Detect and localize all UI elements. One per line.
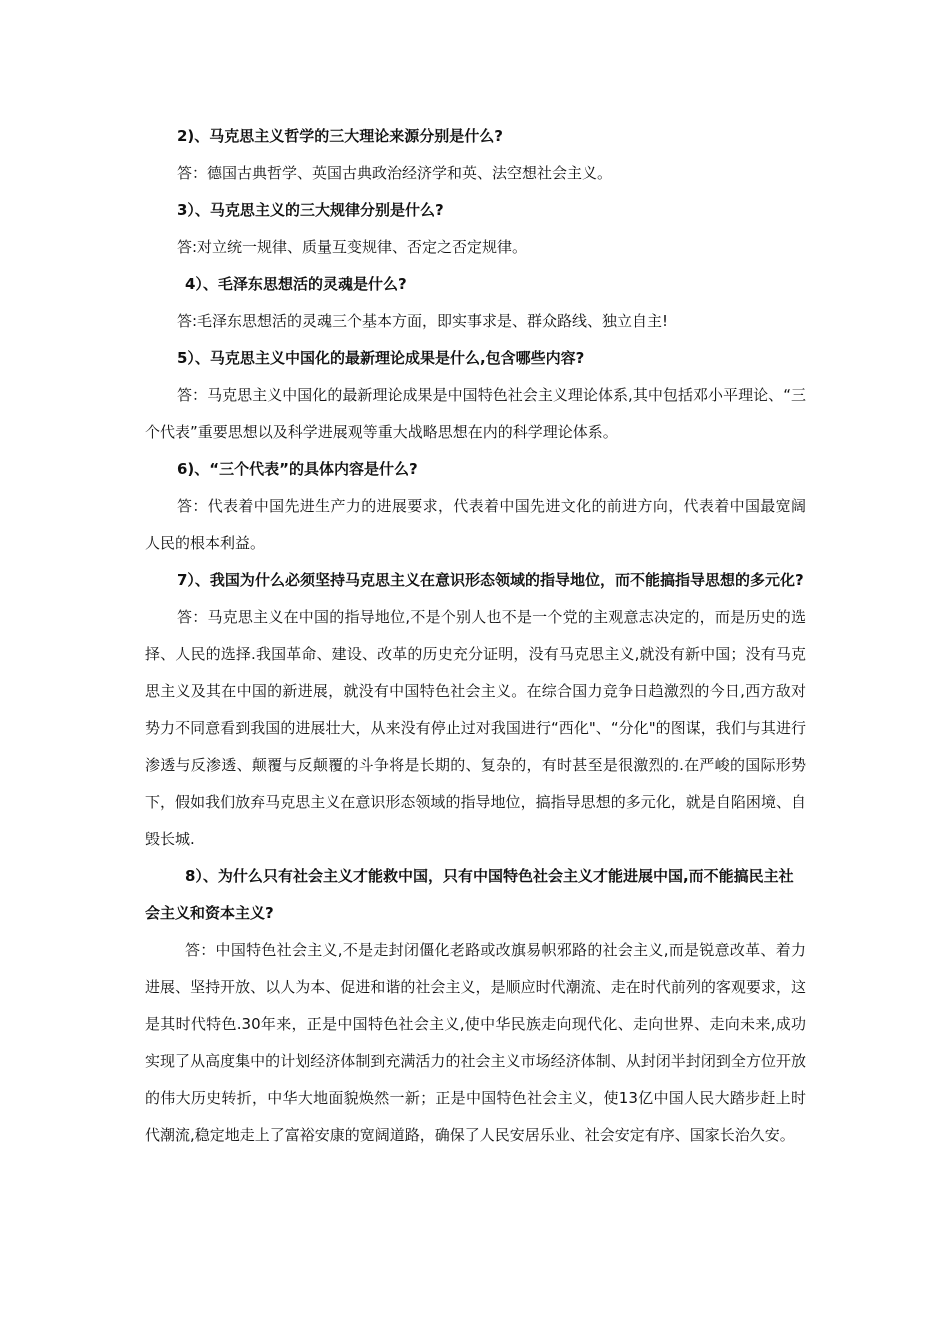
answer-3: 答:对立统一规律、质量互变规律、否定之否定规律。 bbox=[177, 238, 528, 256]
answer-8: 答：中国特色社会主义,不是走封闭僵化老路或改旗易帜邪路的社会主义,而是锐意改革、着力进展、坚持开放、以人为本、促进和谐的社会主义，是顺应时代潮流、走在时代前列的客观要求，这是其时代特色.30年来，正是中国特色社会主义,使中华民族走向现代化、走向世界、走向未来,成功实现了从高度集中的计划经济体制到充满活力的社会主义市场经济体制、从封闭半封闭到全方位开放的伟大历史转折，中华大地面貌焕然一新；正是中国特色社会主义，使13亿中国人民大踏步赶上时代潮流,稳定地走上了富裕安康的宽阔道路，确保了人民安居乐业、社会安定有序、国家长治久安。 bbox=[145, 941, 806, 1144]
document-page bbox=[145, 118, 806, 1154]
answer-2: 答：德国古典哲学、英国古典政治经济学和英、法空想社会主义。 bbox=[177, 164, 613, 182]
question-4: 4）、毛泽东思想活的灵魂是什么? bbox=[185, 275, 407, 293]
question-6: 6)、“三个代表”的具体内容是什么? bbox=[177, 460, 418, 478]
question-2: 2)、马克思主义哲学的三大理论来源分别是什么? bbox=[177, 127, 503, 145]
answer-6: 答：代表着中国先进生产力的进展要求，代表着中国先进文化的前进方向，代表着中国最宽阔人民的根本利益。 bbox=[145, 497, 806, 552]
answer-7: 答：马克思主义在中国的指导地位,不是个别人也不是一个党的主观意志决定的，而是历史的选择、人民的选择.我国革命、建设、改革的历史充分证明，没有马克思主义,就没有新中国；没有马克思主义及其在中国的新进展，就没有中国特色社会主义。在综合国力竞争日趋激烈的今日,西方敌对势力不同意看到我国的进展壮大，从来没有停止过对我国进行“西化"、“分化"的图谋，我们与其进行渗透与反渗透、颠覆与反颠覆的斗争将是长期的、复杂的，有时甚至是很激烈的.在严峻的国际形势下，假如我们放弃马克思主义在意识形态领域的指导地位，搞指导思想的多元化，就是自陷困境、自毁长城. bbox=[145, 608, 806, 848]
question-5: 5）、马克思主义中国化的最新理论成果是什么,包含哪些内容? bbox=[177, 349, 585, 367]
question-3: 3）、马克思主义的三大规律分别是什么? bbox=[177, 201, 444, 219]
question-7: 7）、我国为什么必须坚持马克思主义在意识形态领域的指导地位，而不能搞指导思想的多元化? bbox=[177, 571, 804, 589]
answer-5: 答：马克思主义中国化的最新理论成果是中国特色社会主义理论体系,其中包括邓小平理论、“三个代表”重要思想以及科学进展观等重大战略思想在内的科学理论体系。 bbox=[145, 386, 806, 441]
answer-4: 答:毛泽东思想活的灵魂三个基本方面，即实事求是、群众路线、独立自主! bbox=[177, 312, 669, 330]
question-8: 8）、为什么只有社会主义才能救中国，只有中国特色社会主义才能进展中国,而不能搞民主社会主义和资本主义? bbox=[145, 867, 794, 922]
